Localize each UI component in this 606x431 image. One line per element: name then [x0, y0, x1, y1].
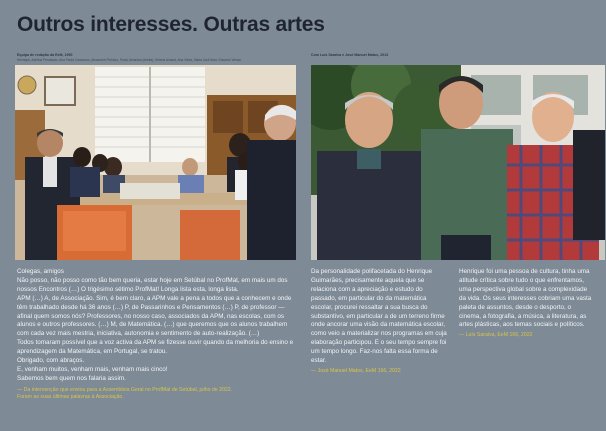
paragraph: Colegas, amigos — [17, 268, 64, 275]
paragraph: Todos tomaram possível que a voz activa da APM se fizesse ouvir quando da melhoria do ensino e aprendizagem da Matemática, em Portugal, se tratou. — [17, 339, 294, 356]
right-text-column — [459, 268, 594, 339]
paragraph: Da personalidade polifacetada do Henrique Guimarães, precisamente aquela que se relaciona com a apreciação e estudo do passado, em particular do da matemática escolar, procurei ressaltar a sua busca do substantivo, em particular a de um terreno firme onde ancorar uma visão da matemática escolar, como veio a materializar nos programas em cuja elaboração participou. E o seu tempo sempre foi um tempo longo. Faz-nos falta essa forma de estar. — [311, 268, 447, 365]
left-photo-caption-heading: Equipa de redação da EeM, 1990 — [17, 53, 73, 57]
editorial-team-photo — [15, 65, 296, 260]
paragraph: Henrique foi uma pessoa de cultura, tinha uma atitude crítica sobre tudo o que enfrentamos, uma perspectiva global sobre a complexidade da vida. Os seus interesses cobriam uma vasta paleta de assuntos, desde o desporto, o cinema, a fotografia, a música, a literatura, as artes plásticas, aos temas sociais e políticos. — [459, 268, 592, 329]
paragraph: Sabemos bem quem nos falaria assim. — [17, 374, 126, 382]
paragraph: Não posso, não posso como tão bem queria, estar hoje em Setúbal no ProfMat, em mais um dos nossos Encontros (…) O trigésimo sétimo ProfMat! Longa lista esta, longa lista. — [17, 276, 288, 293]
paragraph: APM (…) A, de Associação. Sim, é bem claro, a APM vale a pena a todos que a conhecem e onde têm trabalhado desde há 36 anos (…) P, de Passarinhos e Pensamentos (…) P, de professor — afinal quem somos nós? Professores, no nosso caso, associados da APM, nas escolas, com os alunos e outros professores. (…) M, de Matemática. (…) que queremos que os alunos trabalhem com cada vez mais mestria, iniciativa, autonomia e sentimento de auto-realização. (…) — [17, 294, 292, 338]
three-men-photo — [311, 65, 605, 260]
left-photo-caption-names: Henrique, Adelina Precatado, Ana Paula Canavarro, Alexandre Pinheiro, Paulo Abrantes (direita), Helena Amaral, Ana Vieira, Maria José Boia, Eduardo Veloso — [17, 58, 242, 62]
paragraph: E, venham muitos, venham mais, venham mais cinco! — [17, 365, 168, 373]
attribution: Foram as suas últimas palavras à Associação. — [17, 393, 124, 400]
attribution: — Luís Saraiva, EeM 166, 2022 — [459, 332, 533, 339]
middle-text-column — [311, 268, 449, 375]
left-text-column — [17, 268, 299, 401]
right-photo-caption-heading: Com Luís Saraiva e José Manuel Matos, 2013 — [311, 53, 389, 57]
attribution: — Da intervenção que enviou para a Assembleia Geral no ProfMat de Setúbal, julho de 2022. — [17, 386, 233, 393]
page-title: Outros interesses. Outras artes — [17, 13, 325, 36]
attribution: — José Manuel Matos, EeM 166, 2022 — [311, 367, 401, 374]
paragraph: Obrigado, com abraços. — [17, 357, 85, 365]
